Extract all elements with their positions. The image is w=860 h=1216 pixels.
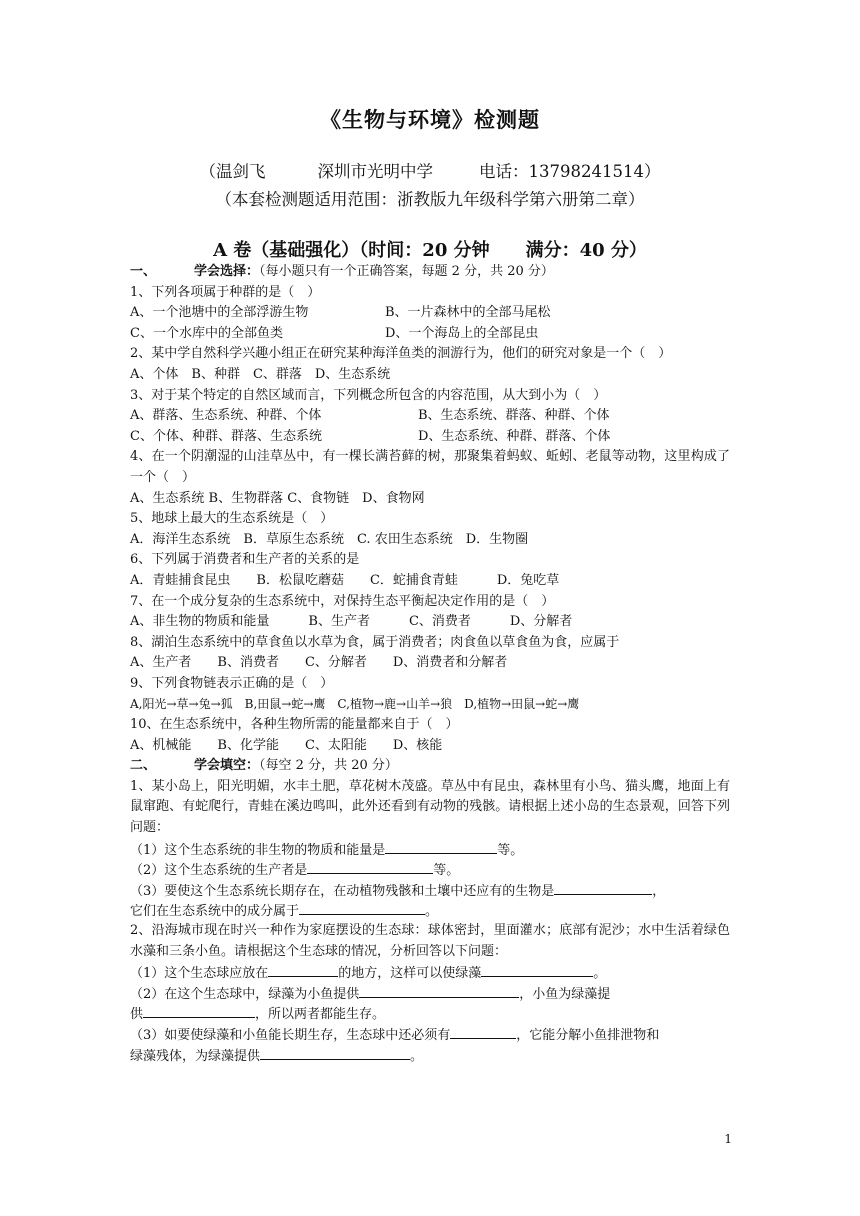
option-row: A、生产者 B、消费者 C、分解者 D、消费者和分解者 bbox=[130, 655, 508, 671]
option-b: B、生态系统、群落、种群、个体 bbox=[418, 408, 610, 424]
answer-blank[interactable] bbox=[359, 983, 519, 998]
section-label: 学会填空： bbox=[194, 758, 260, 774]
option-row: A．青蛙捕食昆虫 B．松鼠吃蘑菇 C．蛇捕食青蛙 D．兔吃草 bbox=[130, 572, 560, 588]
fill-text: （3）要使这个生态系统长期存在，在动植物残骸和土壤中还应有的生物是 bbox=[130, 883, 555, 899]
option-row bbox=[130, 324, 730, 345]
option-d: D、一个海岛上的全部昆虫 bbox=[385, 325, 539, 341]
fill-text: ，小鱼为绿藻提 bbox=[519, 986, 611, 1002]
exam-part: A 卷（基础强化）（时间：20 分钟 bbox=[213, 240, 490, 261]
answer-blank[interactable] bbox=[450, 1024, 516, 1039]
fill-text: 绿藻残体，为绿藻提供 bbox=[130, 1048, 261, 1064]
fill-text: 供 bbox=[130, 1007, 144, 1023]
fill-text: （3）如要使绿藻和小鱼能长期生存，生态球中还必须有 bbox=[130, 1027, 451, 1043]
author-phone: 电话：13798241514） bbox=[479, 162, 661, 181]
fill-text: （2）这个生态系统的生产者是 bbox=[130, 863, 308, 879]
question-stem: 8、湖泊生态系统中的草食鱼以水草为食，属于消费者；肉食鱼以草食鱼为食，应属于 bbox=[130, 634, 620, 650]
option-row bbox=[130, 427, 730, 448]
question-stem: 4、在一个阴潮湿的山洼草丛中，有一棵长满苔藓的树，那聚集着蚂蚁、蚯蚓、老鼠等动物，这里构成了一个（ ） bbox=[130, 449, 730, 485]
question-stem: 2、某中学自然科学兴趣小组正在研究某种海洋鱼类的洄游行为，他们的研究对象是一个（ ） bbox=[130, 346, 672, 362]
section-number: 一、 bbox=[130, 264, 157, 279]
option-b: B、一片森林中的全部马尾松 bbox=[385, 305, 551, 321]
option-c: C、个体、种群、群落、生态系统 bbox=[130, 428, 322, 444]
option-row: A、生态系统 B、生物群落 C、食物链 D、食物网 bbox=[130, 490, 425, 506]
fill-text: （1）这个生态球应放在 bbox=[130, 966, 269, 982]
fill-text: （1）这个生态系统的非生物的物质和能量是 bbox=[130, 842, 386, 858]
question-stem: 10、在生态系统中，各种生物所需的能量都来自于（ ） bbox=[130, 717, 459, 733]
fill-question-intro: 1、某小岛上，阳光明媚，水丰土肥，草花树木茂盛。草丛中有昆虫，森林里有小鸟、猫头鹰，地面上有鼠窜跑、有蛇爬行，青蛙在溪边鸣叫，此外还看到有动物的残骸。请根据上述小岛的生态景观，回答下列问题： bbox=[130, 778, 730, 836]
fill-item bbox=[130, 839, 730, 860]
fill-question-intro: 2、沿海城市现在时兴一种作为家庭摆设的生态球：球体密封，里面灌水；底部有泥沙；水中生活着绿色水藻和三条小鱼。请根据这个生态球的情况，分析回答以下问题： bbox=[130, 923, 730, 959]
option-row: A,阳光→草→兔→狐 B,田鼠→蛇→鹰 C,植物→鹿→山羊→狼 D,植物→田鼠→蛇→鹰 bbox=[130, 697, 580, 712]
fill-text: 它们在生态系统中的成分属于 bbox=[130, 904, 300, 920]
page-title: 《生物与环境》检测题 bbox=[320, 107, 540, 132]
author-name: （温剑飞 bbox=[199, 162, 266, 181]
option-row: A．海洋生态系统 B．草原生态系统 C. 农田生态系统 D．生物圈 bbox=[130, 531, 529, 547]
question-stem: 3、对于某个特定的自然区域而言，下列概念所包含的内容范围，从大到小为（ ） bbox=[130, 387, 607, 403]
question-stem: 9、下列食物链表示正确的是（ ） bbox=[130, 675, 334, 691]
answer-blank[interactable] bbox=[481, 962, 593, 977]
fill-text: ，所以两者都能生存。 bbox=[255, 1007, 386, 1023]
option-row: A、个体 B、种群 C、群落 D、生态系统 bbox=[130, 366, 391, 382]
question-stem: 5、地球上最大的生态系统是（ ） bbox=[130, 511, 334, 527]
section-number: 二、 bbox=[130, 758, 157, 774]
fill-text: 等。 bbox=[497, 842, 524, 858]
section-label: 学会选择： bbox=[194, 264, 260, 279]
author-line bbox=[0, 158, 860, 182]
option-d: D、生态系统、种群、群落、个体 bbox=[418, 428, 611, 444]
option-c: C、一个水库中的全部鱼类 bbox=[130, 325, 283, 341]
fill-text: 。 bbox=[410, 1048, 424, 1064]
option-a: A、群落、生态系统、种群、个体 bbox=[130, 408, 322, 424]
question-body bbox=[130, 262, 730, 1065]
fill-text: （2）在这个生态球中，绿藻为小鱼提供 bbox=[130, 986, 360, 1002]
fill-text: 的地方，这样可以使绿藻 bbox=[338, 966, 482, 982]
fill-item bbox=[130, 900, 730, 921]
exam-score: 满分：40 分） bbox=[525, 240, 647, 261]
fill-text: ， bbox=[652, 883, 666, 899]
section-heading-choice bbox=[130, 262, 730, 283]
option-row: A、机械能 B、化学能 C、太阳能 D、核能 bbox=[130, 737, 443, 753]
scope-line: （本套检测题适用范围：浙教版九年级科学第六册第二章） bbox=[215, 190, 645, 209]
answer-blank[interactable] bbox=[385, 839, 497, 854]
fill-item bbox=[130, 1024, 730, 1045]
fill-item bbox=[130, 1003, 730, 1024]
answer-blank[interactable] bbox=[260, 1045, 410, 1060]
answer-blank[interactable] bbox=[307, 859, 433, 874]
page-number: 1 bbox=[724, 1132, 732, 1146]
fill-item bbox=[130, 859, 730, 880]
fill-item bbox=[130, 880, 730, 901]
answer-blank[interactable] bbox=[299, 900, 425, 915]
answer-blank[interactable] bbox=[143, 1003, 255, 1018]
fill-text: ，它能分解小鱼排泄物和 bbox=[516, 1027, 660, 1043]
fill-text: 。 bbox=[425, 904, 439, 920]
option-row bbox=[130, 303, 730, 324]
option-a: A、一个池塘中的全部浮游生物 bbox=[130, 305, 309, 321]
fill-item bbox=[130, 962, 730, 983]
section-note: （每空 2 分，共 20 分） bbox=[259, 758, 398, 774]
option-row bbox=[130, 406, 730, 427]
fill-item bbox=[130, 983, 730, 1004]
fill-text: 。 bbox=[593, 966, 607, 982]
exam-header bbox=[0, 236, 860, 262]
fill-text: 等。 bbox=[433, 863, 460, 879]
option-row: A、非生物的物质和能量 B、生产者 C、消费者 D、分解者 bbox=[130, 614, 573, 630]
answer-blank[interactable] bbox=[268, 962, 338, 977]
answer-blank[interactable] bbox=[554, 880, 652, 895]
question-stem: 6、下列属于消费者和生产者的关系的是 bbox=[130, 552, 360, 568]
fill-item bbox=[130, 1045, 730, 1066]
section-heading-fill bbox=[130, 756, 730, 777]
author-school: 深圳市光明中学 bbox=[317, 162, 433, 181]
question-stem: 1、下列各项属于种群的是（ ） bbox=[130, 284, 321, 300]
section-note: （每小题只有一个正确答案，每题 2 分，共 20 分） bbox=[259, 264, 554, 279]
question-stem: 7、在一个成分复杂的生态系统中，对保持生态平衡起决定作用的是（ ） bbox=[130, 593, 555, 609]
